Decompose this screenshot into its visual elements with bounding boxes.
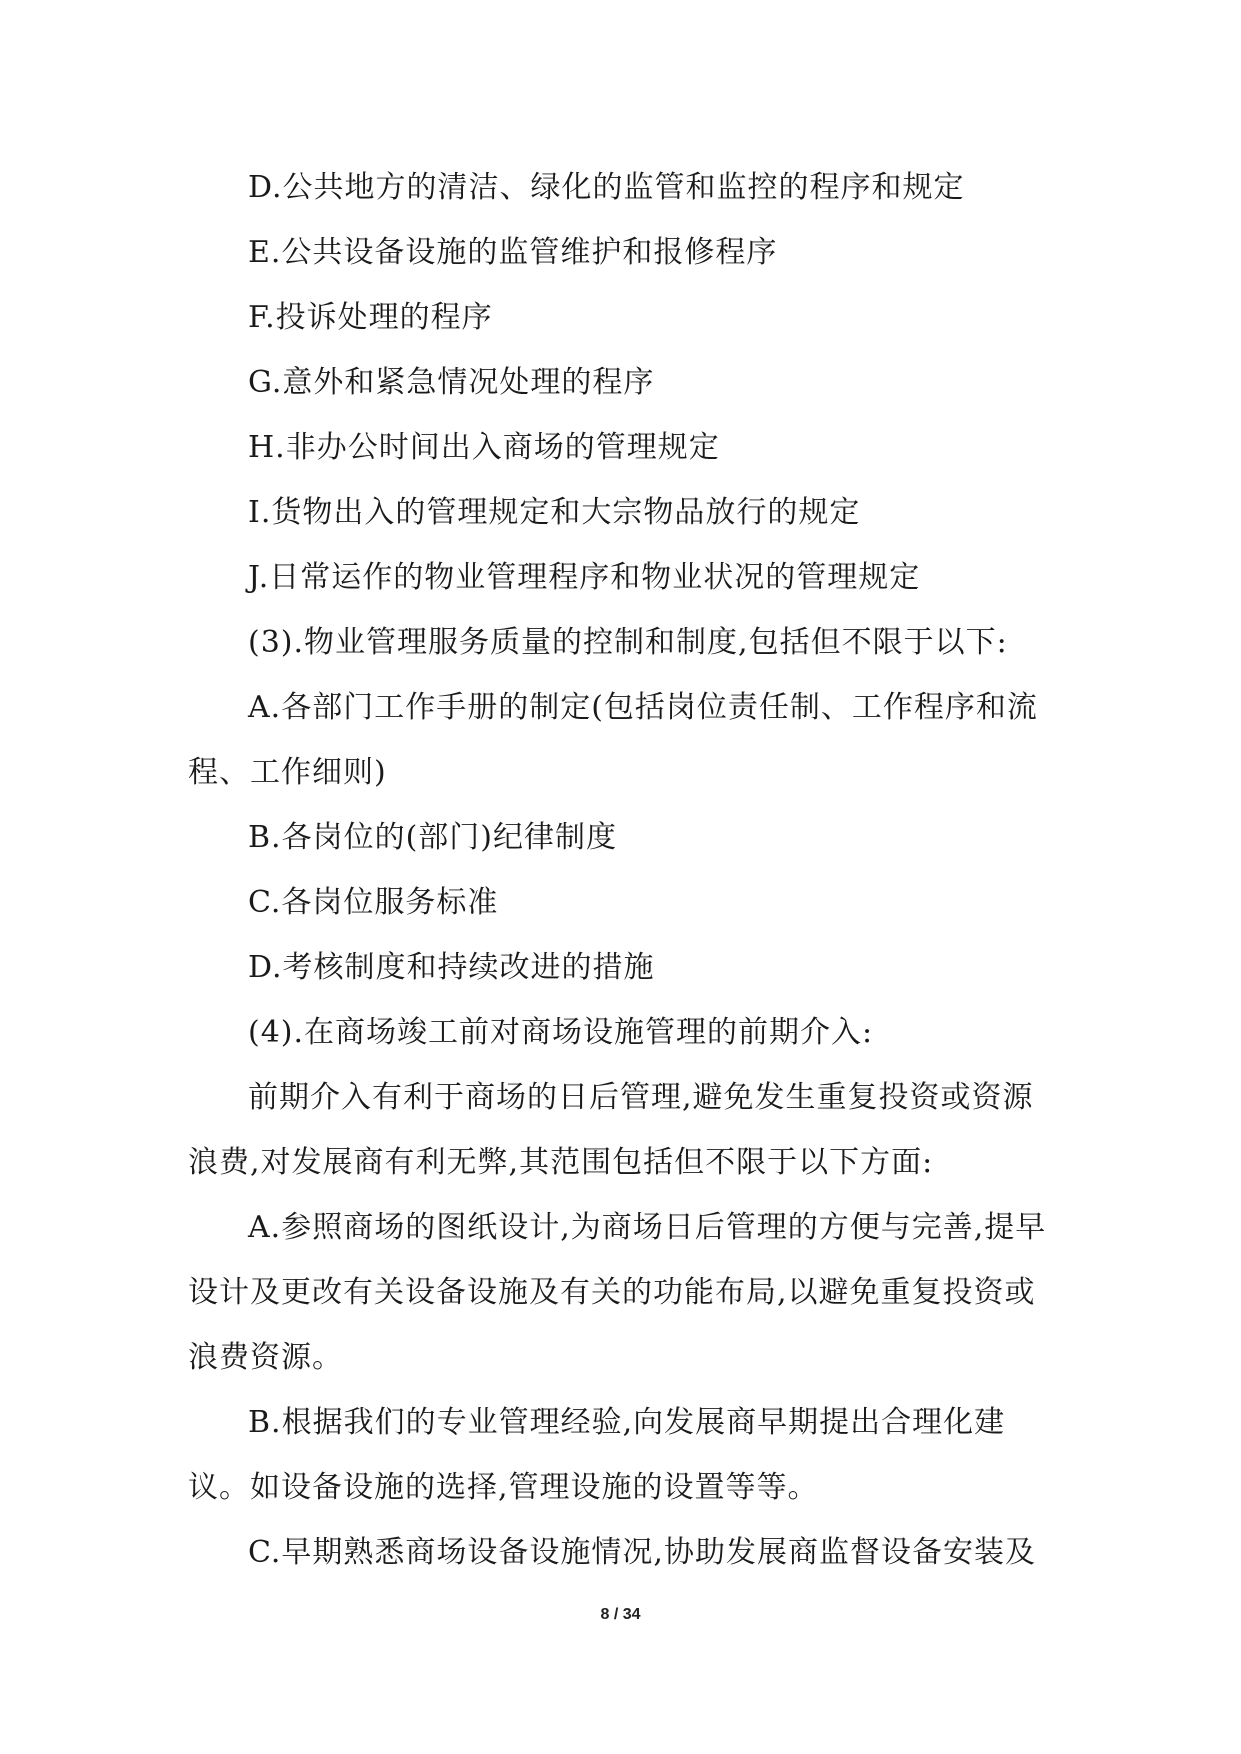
paragraph: A.各部门工作手册的制定(包括岗位责任制、工作程序和流程、工作细则): [188, 690, 1038, 790]
section-heading: (3).物业管理服务质量的控制和制度,包括但不限于以下:: [248, 625, 1008, 660]
paragraph: C.早期熟悉商场设备设施情况,协助发展商监督设备安装及: [248, 1535, 1036, 1570]
paragraph: B.各岗位的(部门)纪律制度: [248, 820, 617, 855]
paragraph: A.参照商场的图纸设计,为商场日后管理的方便与完善,提早设计及更改有关设备设施及有关的功能布局,以避免重复投资或浪费资源。: [188, 1210, 1047, 1375]
paragraph: D.公共地方的清洁、绿化的监管和监控的程序和规定: [248, 170, 965, 205]
paragraph: D.考核制度和持续改进的措施: [248, 950, 655, 985]
paragraph: C.各岗位服务标准: [248, 885, 499, 920]
paragraph: I.货物出入的管理规定和大宗物品放行的规定: [248, 495, 861, 530]
paragraph: F.投诉处理的程序: [248, 300, 493, 335]
document-body: [188, 155, 1054, 1585]
paragraph: J.日常运作的物业管理程序和物业状况的管理规定: [248, 560, 921, 595]
paragraph: E.公共设备设施的监管维护和报修程序: [248, 235, 778, 270]
paragraph: 前期介入有利于商场的日后管理,避免发生重复投资或资源浪费,对发展商有利无弊,其范围包括但不限于以下方面:: [188, 1080, 1034, 1180]
paragraph: B.根据我们的专业管理经验,向发展商早期提出合理化建议。如设备设施的选择,管理设施的设置等等。: [188, 1405, 1006, 1505]
section-heading: (4).在商场竣工前对商场设施管理的前期介入:: [248, 1015, 874, 1050]
paragraph: G.意外和紧急情况处理的程序: [248, 365, 655, 400]
paragraph: H.非办公时间出入商场的管理规定: [248, 430, 720, 465]
page-number: 8 / 34: [600, 1606, 641, 1623]
